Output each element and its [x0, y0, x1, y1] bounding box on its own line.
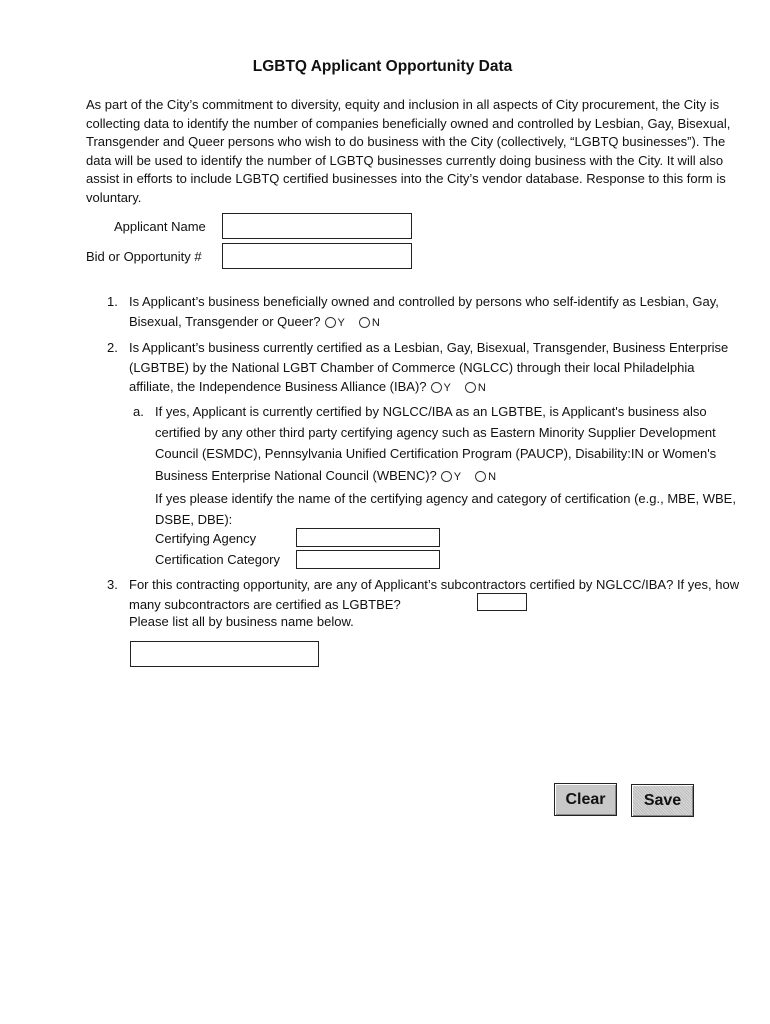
question-3-text: For this contracting opportunity, are any of Applicant’s subcontractors certified by NGLCC/IBA? If yes, how many subcontractors are certified as LGBTBE?	[129, 577, 740, 612]
q1-yes-radio[interactable]	[325, 317, 336, 328]
q1-no-radio[interactable]	[359, 317, 370, 328]
q2-yes-radio[interactable]	[431, 382, 442, 393]
bid-opportunity-input[interactable]	[222, 243, 412, 269]
question-2-number: 2.	[107, 340, 118, 355]
question-2a-number: a.	[133, 404, 144, 419]
subcontractor-list-input[interactable]	[130, 641, 319, 667]
question-2	[107, 338, 729, 399]
clear-button-label: Clear	[565, 791, 606, 808]
question-3	[107, 575, 744, 614]
applicant-name-label: Applicant Name	[114, 219, 206, 234]
question-2-text: Is Applicant’s business currently certified as a Lesbian, Gay, Bisexual, Transgender, Business Enterprise (LGBTBE) by the National LGBT Chamber of Commerce (NGLCC) through their local Philadelphia affiliate, the Independence Business Alliance (IBA)?	[129, 340, 729, 394]
question-2a-followup: If yes please identify the name of the certifying agency and category of certification (e.g., MBE, WBE, DSBE, DBE):	[155, 490, 736, 528]
question-2a-text: If yes, Applicant is currently certified by NGLCC/IBA as an LGBTBE, is Applicant's business also certified by any other third party certifying agency such as Eastern Minority Supplier Development Council (ESMDC), Pennsylvania Unified Certification Program (PAUCP), Disability:IN or Women's Business Enterprise National Council (WBENC)?	[155, 404, 717, 483]
bid-opportunity-label: Bid or Opportunity #	[86, 249, 202, 264]
question-1-number: 1.	[107, 294, 118, 309]
q2-yes-label: Y	[443, 382, 451, 394]
applicant-name-input[interactable]	[222, 213, 412, 239]
question-1	[107, 292, 744, 333]
q1-yes-label: Y	[337, 316, 345, 329]
certifying-agency-label: Certifying Agency	[155, 531, 257, 546]
q2a-yes-radio[interactable]	[441, 471, 452, 482]
question-1-text: Is Applicant’s business beneficially owned and controlled by persons who self-identify as Lesbian, Gay, Bisexual, Transgender or Queer?	[129, 294, 719, 329]
q1-no-label: N	[371, 316, 380, 329]
intro-paragraph: As part of the City’s commitment to diversity, equity and inclusion in all aspects of City procurement, the City is collecting data to identify the number of companies beneficially owned and controlled by Lesbian, Gay, Bisexual, Transgender and Queer persons who wish to do business with the City (collectively, “LGBTQ businesses”). The data will be used to identify the number of LGBTQ businesses currently doing business with the City. It will also assist in efforts to include LGBTQ certified businesses into the City’s vendor database. Response to this form is voluntary.	[86, 97, 731, 205]
subcontractor-count-input[interactable]	[477, 593, 527, 611]
question-3-list-text: Please list all by business name below.	[129, 614, 354, 629]
q2a-no-radio[interactable]	[475, 471, 486, 482]
q2-no-radio[interactable]	[465, 382, 476, 393]
certification-category-input[interactable]	[296, 550, 440, 569]
save-button-label: Save	[643, 792, 682, 809]
question-3-number: 3.	[107, 577, 118, 592]
q2-no-label: N	[477, 382, 486, 394]
q2a-no-label: N	[488, 470, 497, 483]
q2a-yes-label: Y	[453, 470, 462, 483]
certification-category-label: Certification Category	[155, 552, 280, 567]
save-button[interactable]	[631, 784, 694, 817]
clear-button[interactable]	[554, 783, 617, 816]
page-title: LGBTQ Applicant Opportunity Data	[252, 58, 513, 75]
question-2a	[133, 401, 745, 530]
certifying-agency-input[interactable]	[296, 528, 440, 547]
